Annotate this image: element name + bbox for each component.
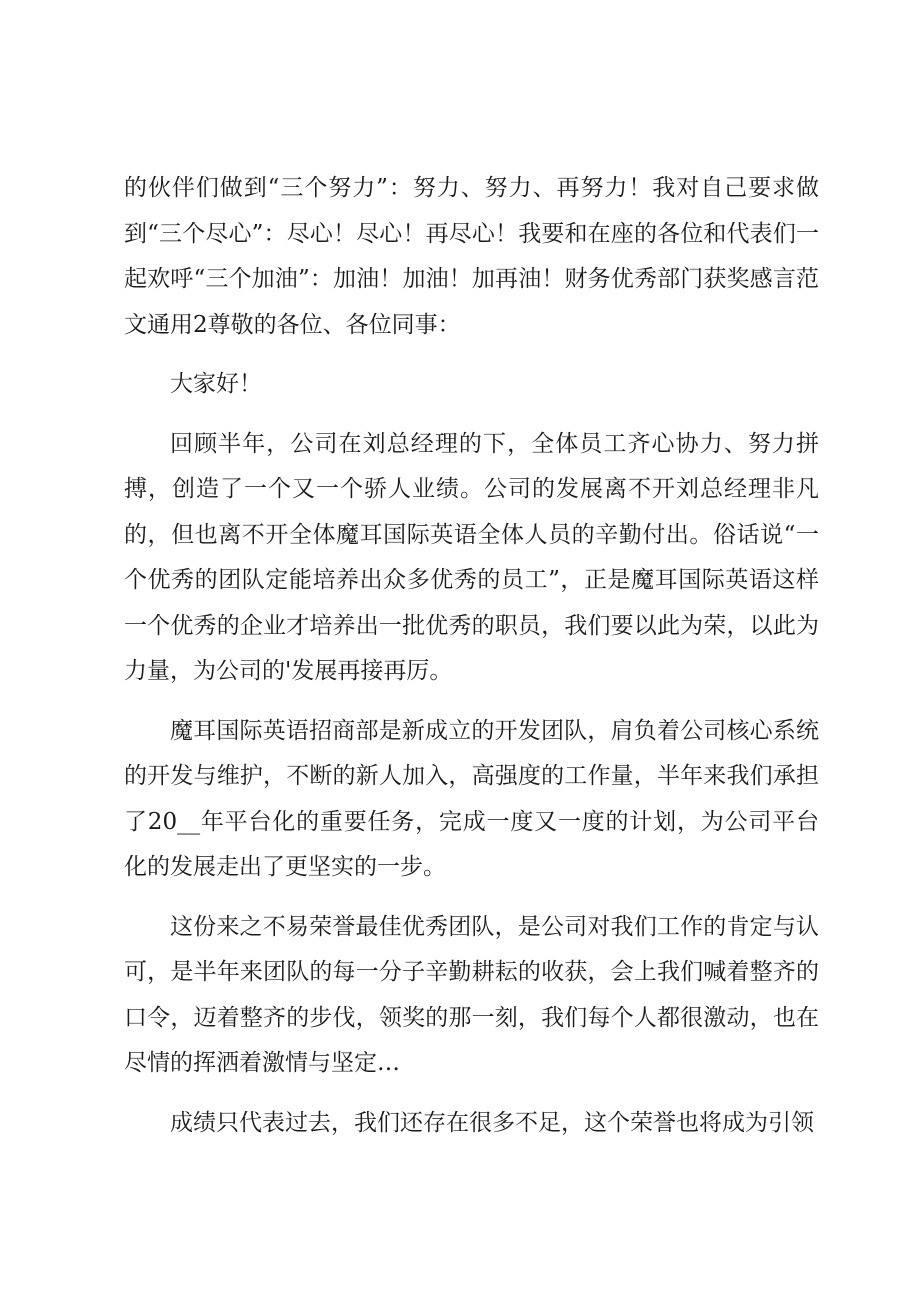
paragraph-5: 这份来之不易荣誉最佳优秀团队，是公司对我们工作的肯定与认可，是半年来团队的每一分子辛勤耕耘的收获，会上我们喊着整齐的口令，迈着整齐的步伐，领奖的那一刻，我们每个人都很激动，也在尽情的挥洒着激情与坚定… [124,913,819,1076]
paragraph-4: 魔耳国际英语招商部是新成立的开发团队，肩负着公司核心系统的开发与维护，不断的新人加入，高强度的工作量，半年来我们承担了20__年平台化的重要任务，完成一度又一度的计划，为公司平台化的发展走出了更坚实的一步。 [124,717,819,880]
paragraph-3: 回顾半年，公司在刘总经理的下，全体员工齐心协力、努力拼搏，创造了一个又一个骄人业绩。公司的发展离不开刘总经理非凡的，但也离不开全体魔耳国际英语全体人员的辛勤付出。俗话说“一个优秀的团队定能培养出众多优秀的员工”，正是魔耳国际英语这样一个优秀的企业才培养出一批优秀的职员，我们要以此为荣，以此为力量，为公司的'发展再接再厉。 [124,430,819,684]
document-body [124,166,819,1160]
paragraph-6: 成绩只代表过去，我们还存在很多不足，这个荣誉也将成为引领 [170,1109,814,1136]
paragraph-1: 的伙伴们做到“三个努力”：努力、努力、再努力！我对自己要求做到“三个尽心”：尽心！尽心！再尽心！我要和在座的各位和代表们一起欢呼“三个加油”：加油！加油！加再油！财务优秀部门获奖感言范文通用2尊敬的各位、各位同事： [124,175,819,338]
paragraph-2: 大家好！ [170,371,262,397]
